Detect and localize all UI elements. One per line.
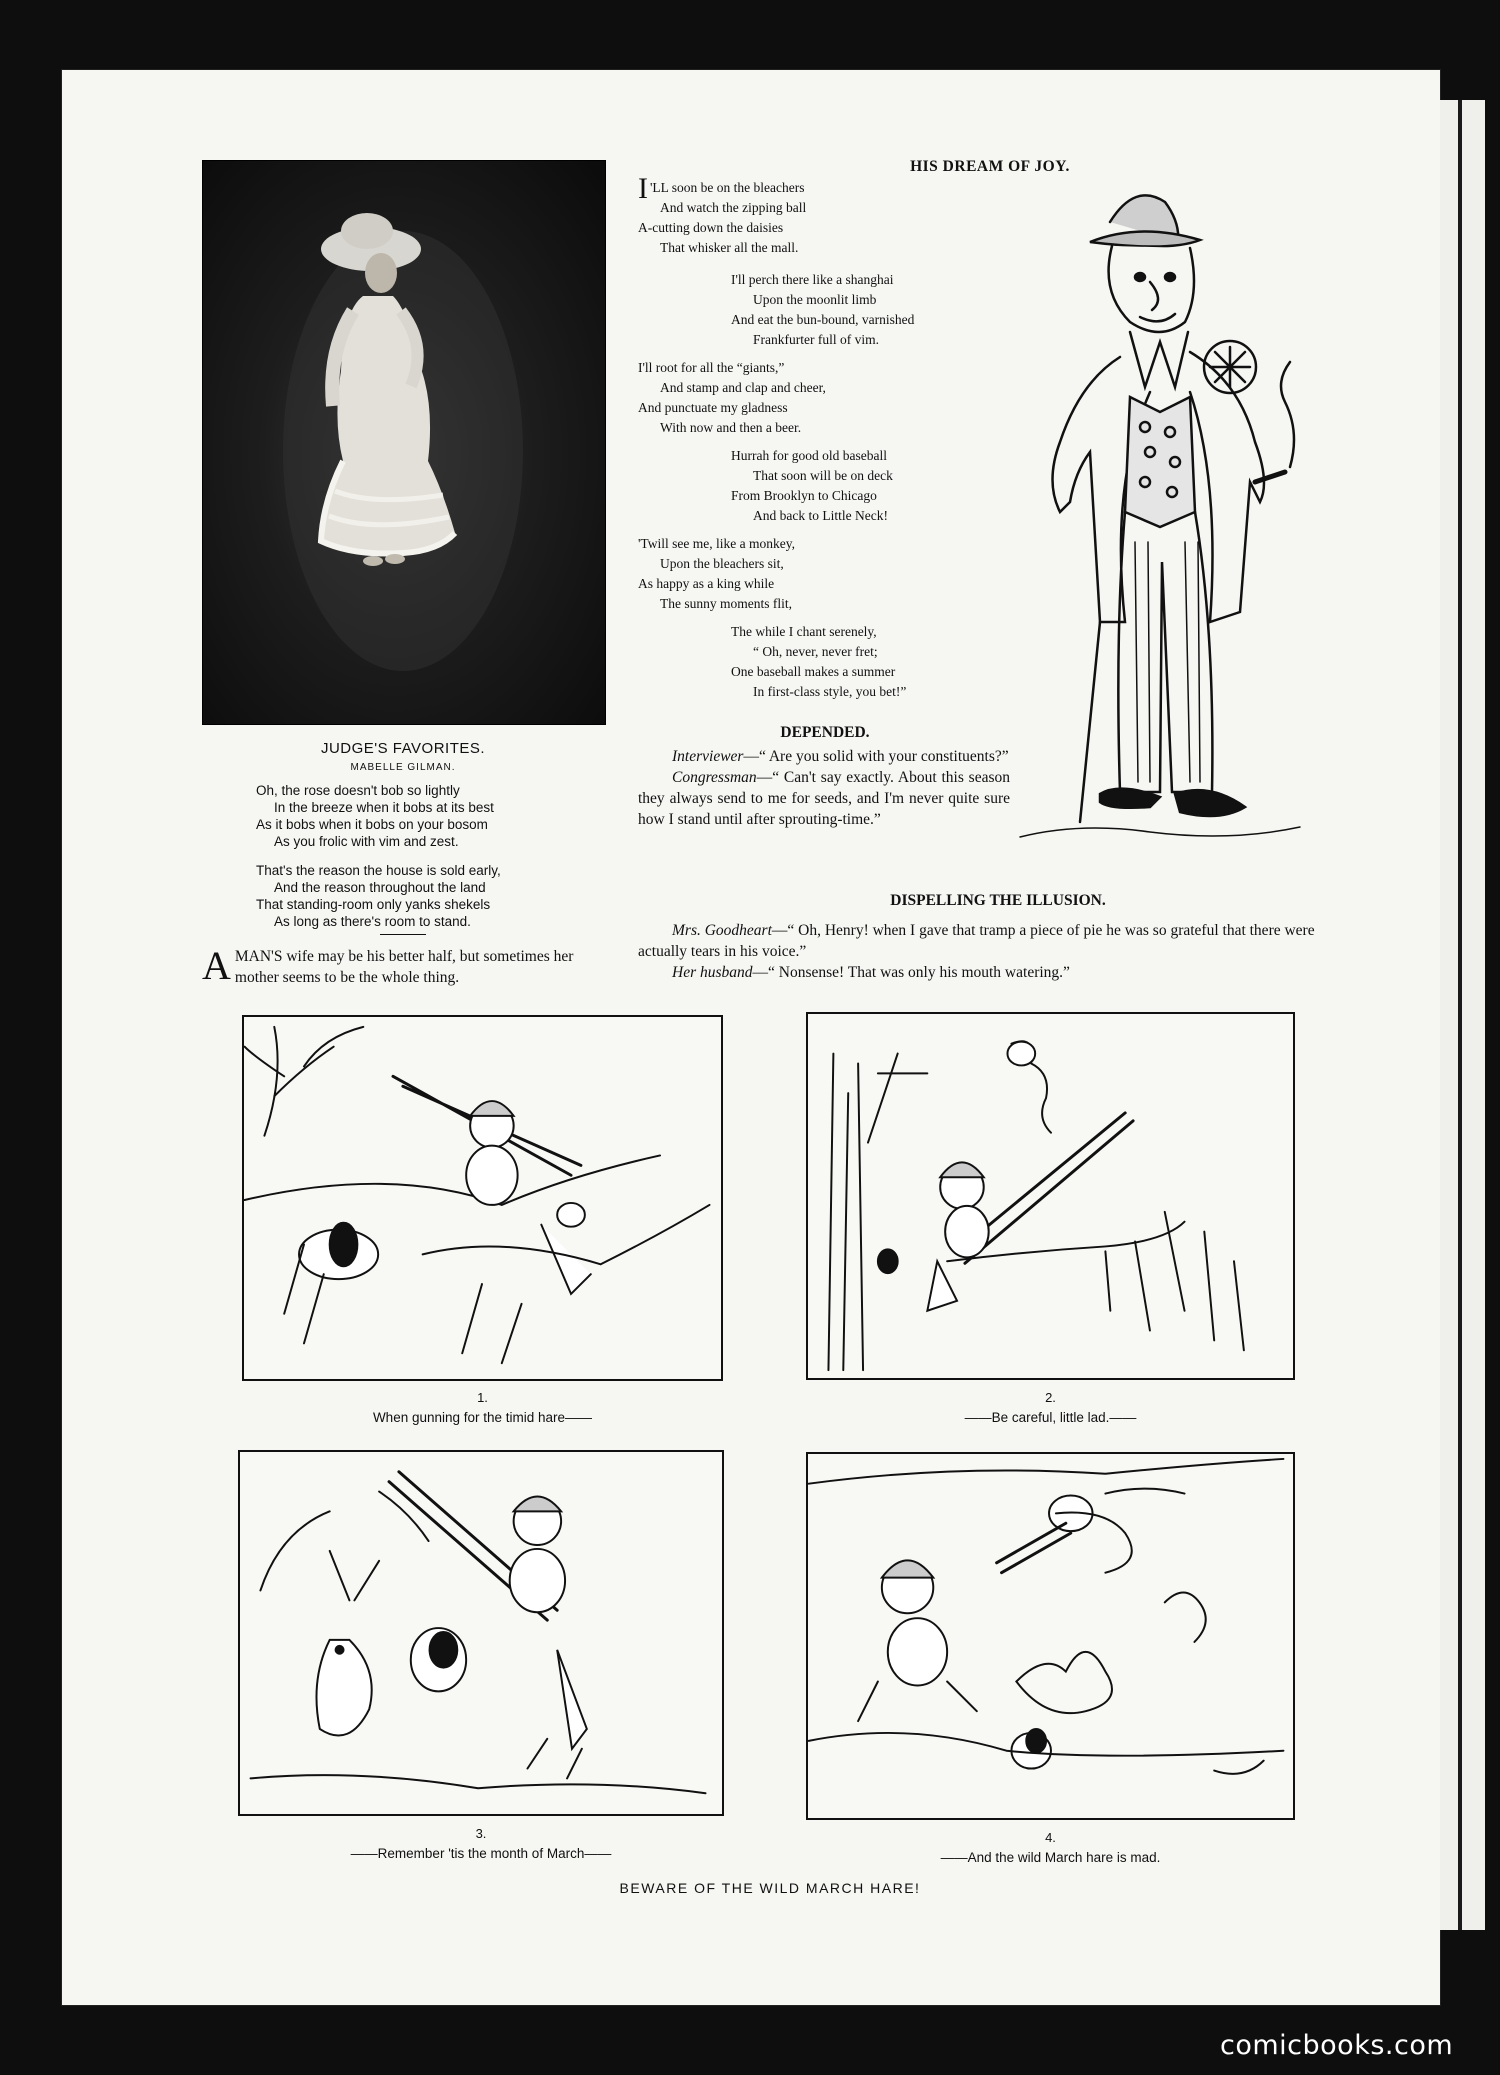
verse-line: Oh, the rose doesn't bob so lightly <box>256 783 460 798</box>
poem-line: I'll root for all the “giants,” <box>638 360 785 375</box>
poem-line: From Brooklyn to Chicago <box>731 488 877 503</box>
poem-stanza-1 <box>638 172 807 258</box>
actress-photograph <box>202 160 606 725</box>
poem-line: 'Twill see me, like a monkey, <box>638 536 795 551</box>
poem-line: One baseball makes a summer <box>731 664 896 679</box>
poem-line: As happy as a king while <box>638 576 775 591</box>
poem-line: That whisker all the mall. <box>660 240 799 255</box>
poem-line: And punctuate my gladness <box>638 400 788 415</box>
verse-line: As it bobs when it bobs on your bosom <box>256 817 488 832</box>
dialogue-line: —“ Are you solid with your constituents?” <box>743 748 1009 765</box>
drop-cap: A <box>202 943 231 988</box>
watermark: comicbooks.com <box>1220 2030 1454 2061</box>
poem-line: And eat the bun-bound, varnished <box>731 312 915 327</box>
poem-title: HIS DREAM OF JOY. <box>910 158 1070 175</box>
poem-stanza-6 <box>731 622 906 702</box>
speaker-name: Her husband <box>672 964 753 981</box>
poem-line: With now and then a beer. <box>660 420 802 435</box>
poem-line: That soon will be on deck <box>753 468 893 483</box>
depended-title: DEPENDED. <box>780 724 870 741</box>
verse-line: That's the reason the house is sold early, <box>256 863 501 878</box>
poem-stanza-3 <box>638 358 826 438</box>
verse-line: In the breeze when it bobs at its best <box>274 800 494 815</box>
comic-panel-2 <box>806 1012 1295 1380</box>
poem-line: A-cutting down the daisies <box>638 220 784 235</box>
verse-line: As long as there's room to stand. <box>274 914 471 929</box>
photo-caption-title: JUDGE'S FAVORITES. <box>320 740 486 757</box>
dialogue-line: —“ Can't say exactly. About this season they always send to me for seeds, and I'm never quite sure how I stand until after sprouting-time.” <box>638 769 1010 828</box>
speaker-name: Interviewer <box>672 748 744 765</box>
panel-number: 2. <box>1045 1390 1056 1405</box>
speaker-name: Congressman <box>672 769 757 786</box>
dandy-illustration <box>1000 182 1310 858</box>
poem-stanza-2 <box>731 270 914 350</box>
verse-line: That standing-room only yanks shekels <box>256 897 491 912</box>
comic-panel-1 <box>242 1015 723 1381</box>
caption-verse-2 <box>256 862 501 930</box>
speaker-name: Mrs. Goodheart <box>672 922 772 939</box>
drop-cap: I <box>638 172 648 205</box>
poem-line: Upon the moonlit limb <box>753 292 877 307</box>
verse-line: And the reason throughout the land <box>274 880 486 895</box>
poem-line: I'll perch there like a shanghai <box>731 272 894 287</box>
poem-line: The sunny moments flit, <box>660 596 792 611</box>
poem-line: Frankfurter full of vim. <box>753 332 879 347</box>
poem-line: The while I chant serenely, <box>731 624 877 639</box>
poem-line: Hurrah for good old baseball <box>731 448 887 463</box>
poem-line: And watch the zipping ball <box>660 200 807 215</box>
comic-title: BEWARE OF THE WILD MARCH HARE! <box>619 1880 921 1896</box>
panel-caption: ——And the wild March hare is mad. <box>940 1850 1161 1865</box>
poem-stanza-5 <box>638 534 795 614</box>
illusion-body <box>638 920 1358 983</box>
verse-line: As you frolic with vim and zest. <box>274 834 459 849</box>
panel-number: 1. <box>477 1390 488 1405</box>
dialogue-line: —“ Nonsense! That was only his mouth watering.” <box>752 964 1070 981</box>
panel-caption: When gunning for the timid hare—— <box>372 1410 593 1425</box>
panel-number: 3. <box>475 1826 487 1841</box>
poem-line: And back to Little Neck! <box>753 508 888 523</box>
poem-line: “ Oh, never, never fret; <box>753 644 878 659</box>
poem-line: In first-class style, you bet!” <box>753 684 907 699</box>
illusion-title: DISPELLING THE ILLUSION. <box>890 892 1106 909</box>
dialogue-line: —“ Oh, Henry! when I gave that tramp a piece of pie he was so grateful that there were actually tears in his voice.” <box>638 922 1315 960</box>
panel-caption: ——Be careful, little lad.—— <box>964 1410 1137 1425</box>
poem-line: Upon the bleachers sit, <box>660 556 784 571</box>
adjacent-page-edge <box>1440 100 1485 1930</box>
poem-stanza-4 <box>731 446 893 526</box>
depended-body <box>638 746 1010 830</box>
divider-rule <box>380 934 426 935</box>
poem-line: And stamp and clap and cheer, <box>660 380 826 395</box>
caption-verse-1 <box>256 782 494 850</box>
mans-wife-paragraph <box>202 943 612 988</box>
panel-number: 4. <box>1045 1830 1056 1845</box>
comic-panel-4 <box>806 1452 1295 1820</box>
panel-caption: ——Remember 'tis the month of March—— <box>350 1846 612 1861</box>
photo-caption-subtitle: MABELLE GILMAN. <box>350 762 456 773</box>
comic-panel-3 <box>238 1450 724 1816</box>
paragraph-text: MAN'S wife may be his better half, but sometimes her mother seems to be the whole thing. <box>234 948 574 986</box>
poem-line: 'LL soon be on the bleachers <box>650 180 805 195</box>
